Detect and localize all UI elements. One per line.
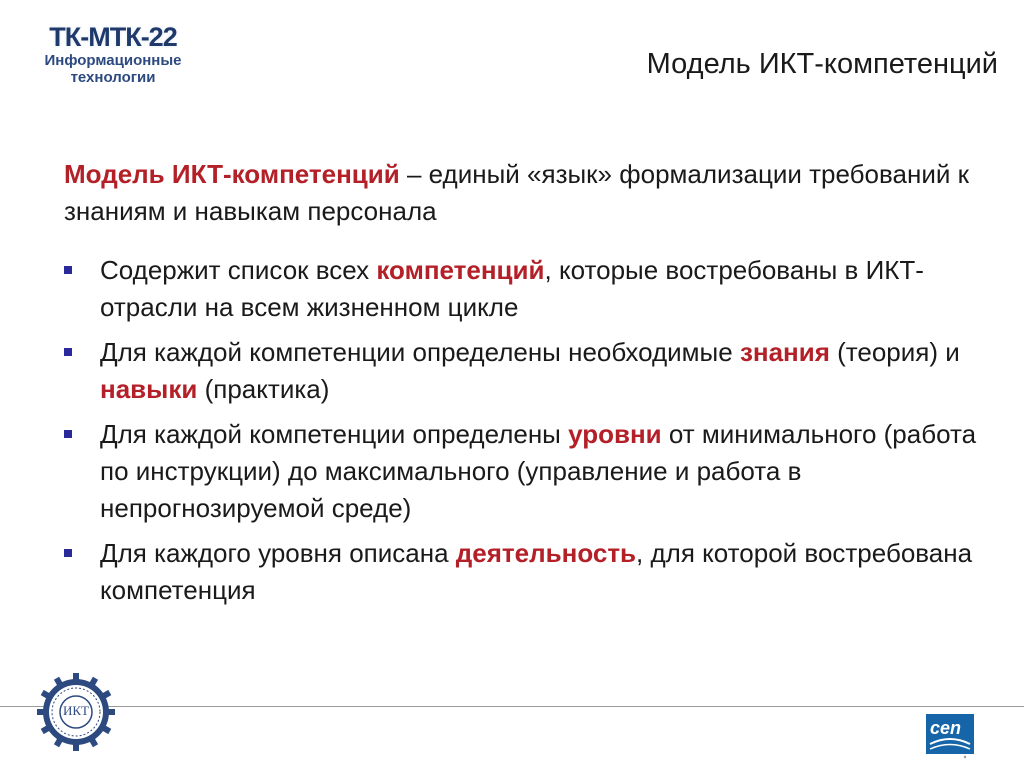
- bullet-list: [64, 252, 984, 617]
- bullet-text: Содержит список всех: [100, 255, 377, 285]
- logo-subtitle-line2: технологии: [70, 69, 156, 86]
- square-bullet-icon: [64, 430, 72, 438]
- bullet-highlight: навыки: [100, 374, 198, 404]
- bullet-item: [64, 252, 984, 326]
- cen-logo: [926, 714, 974, 760]
- square-bullet-icon: [64, 549, 72, 557]
- bullet-item: [64, 535, 984, 609]
- bullet-text: Для каждого уровня описана: [100, 538, 456, 568]
- lead-paragraph: [64, 156, 984, 230]
- bullet-text: Для каждой компетенции определены необходимые: [100, 337, 740, 367]
- bullet-text: , для которой востребована компетенция: [100, 538, 973, 605]
- bullet-highlight: уровни: [568, 419, 662, 449]
- bullet-highlight: деятельность: [455, 538, 637, 568]
- bullet-item: [64, 334, 984, 408]
- bullet-text: , которые востребованы в ИКТ-отрасли на всем жизненном цикле: [100, 255, 924, 322]
- square-bullet-icon: [64, 348, 72, 356]
- ikt-seal-logo: [36, 672, 116, 752]
- cen-logo-text: cen: [930, 718, 962, 738]
- footer-divider: [0, 706, 1024, 707]
- bullet-text: Для каждой компетенции определены: [100, 419, 569, 449]
- lead-term: Модель ИКТ-компетенций: [64, 159, 400, 189]
- slide-title: Модель ИКТ-компетенций: [646, 48, 998, 80]
- bullet-highlight: компетенций: [376, 255, 545, 285]
- seal-text: ИКТ: [63, 703, 89, 718]
- lead-text: – единый «язык» формализации требований к знаниям и навыкам персонала: [64, 159, 969, 226]
- bullet-item: [64, 416, 984, 527]
- square-bullet-icon: [64, 266, 72, 274]
- bullet-text: (практика): [197, 374, 330, 404]
- logo-subtitle-line1: Информационные: [44, 52, 182, 69]
- logo-title: ТК-МТК-22: [49, 22, 177, 52]
- bullet-text: (теория) и: [829, 337, 960, 367]
- bullet-highlight: знания: [739, 337, 830, 367]
- tk-mtk-logo: [28, 22, 198, 86]
- bullet-text: от минимального (работа по инструкции) до максимального (управление и работа в непрогнозируемой среде): [100, 419, 977, 523]
